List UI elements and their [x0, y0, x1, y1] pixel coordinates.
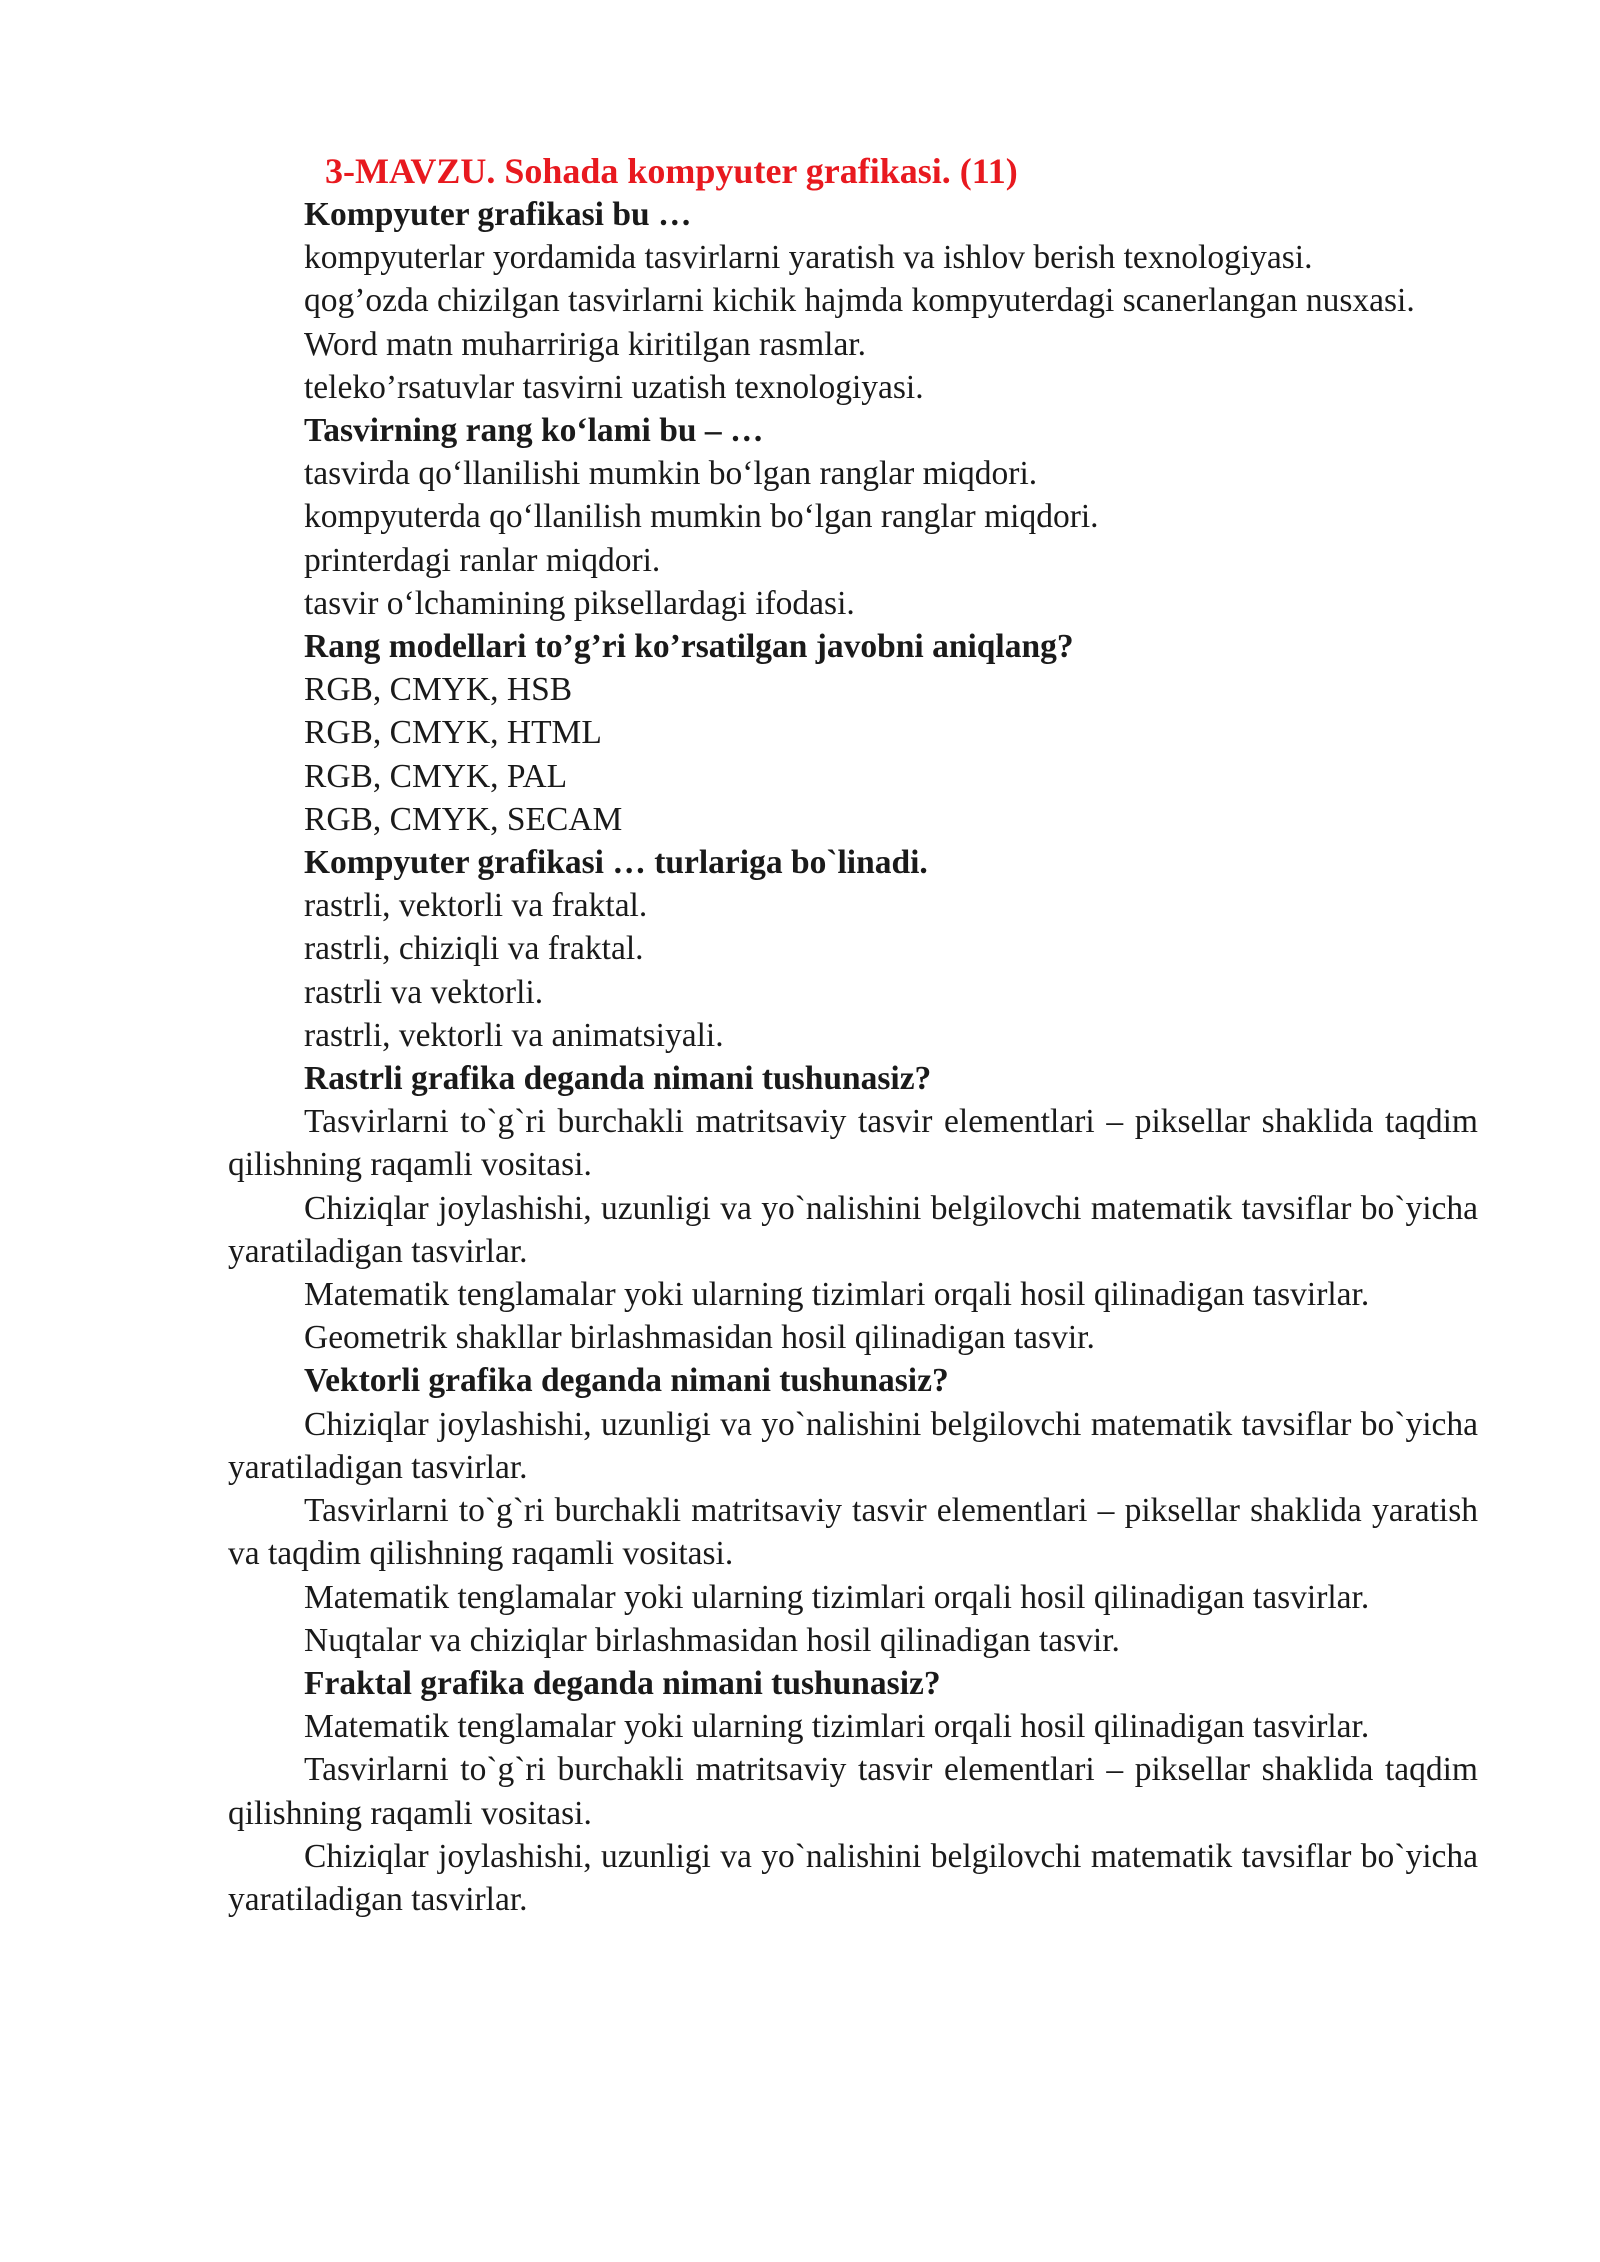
answer-option: RGB, CMYK, SECAM [304, 800, 623, 838]
document-body [228, 193, 1478, 1921]
question-line: Kompyuter grafikasi bu … [304, 196, 692, 233]
question-line: Vektorli grafika deganda nimani tushunasiz? [304, 1362, 949, 1400]
answer-option: Matematik tenglamalar yoki ularning tizimlari orqali hosil qilinadigan tasvirlar. [304, 1708, 1370, 1746]
answer-option: Geometrik shakllar birlashmasidan hosil qilinadigan tasvir. [304, 1319, 1095, 1357]
answer-option: RGB, CMYK, PAL [304, 757, 568, 795]
answer-option: kompyuterlar yordamida tasvirlarni yaratish va ishlov berish texnologiyasi. [304, 239, 1313, 277]
answer-option: Matematik tenglamalar yoki ularning tizimlari orqali hosil qilinadigan tasvirlar. [304, 1578, 1370, 1616]
answer-option: rastrli, vektorli va animatsiyali. [304, 1016, 724, 1054]
answer-option: Tasvirlarni to`g`ri burchakli matritsaviy tasvir elementlari – piksellar shaklida taqdim qilishning raqamli vositasi. [228, 1751, 1478, 1832]
answer-option: RGB, CMYK, HTML [304, 714, 602, 752]
answer-option: Nuqtalar va chiziqlar birlashmasidan hosil qilinadigan tasvir. [304, 1621, 1120, 1659]
answer-option: Chiziqlar joylashishi, uzunligi va yo`nalishini belgilovchi matematik tavsiflar bo`yicha yaratiladigan tasvirlar. [228, 1189, 1478, 1270]
answer-option: qog’ozda chizilgan tasvirlarni kichik hajmda kompyuterdagi scanerlangan nusxasi. [304, 282, 1415, 320]
page-title: 3-MAVZU. Sohada kompyuter grafikasi. (11) [325, 151, 1018, 191]
answer-option: rastrli va vektorli. [304, 973, 544, 1011]
answer-option: Word matn muharririga kiritilgan rasmlar. [304, 325, 866, 363]
answer-option: printerdagi ranlar miqdori. [304, 541, 661, 579]
answer-option: Chiziqlar joylashishi, uzunligi va yo`nalishini belgilovchi matematik tavsiflar bo`yicha yaratiladigan tasvirlar. [228, 1837, 1478, 1918]
question-line: Fraktal grafika deganda nimani tushunasiz? [304, 1664, 941, 1702]
question-line: Rang modellari to’g’ri ko’rsatilgan javobni aniqlang? [304, 628, 1074, 666]
answer-option: kompyuterda qo‘llanilish mumkin bo‘lgan ranglar miqdori. [304, 498, 1099, 536]
answer-option: Tasvirlarni to`g`ri burchakli matritsaviy tasvir elementlari – piksellar shaklida taqdim qilishning raqamli vositasi. [228, 1103, 1478, 1184]
answer-option: rastrli, chiziqli va fraktal. [304, 930, 644, 968]
answer-option: tasvir o‘lchamining piksellardagi ifodasi. [304, 584, 855, 622]
answer-option: tasvirda qo‘llanilishi mumkin bo‘lgan ranglar miqdori. [304, 455, 1038, 493]
answer-option: Matematik tenglamalar yoki ularning tizimlari orqali hosil qilinadigan tasvirlar. [304, 1276, 1370, 1314]
answer-option: teleko’rsatuvlar tasvirni uzatish texnologiyasi. [304, 368, 924, 406]
question-line: Tasvirning rang ko‘lami bu – … [304, 412, 764, 450]
answer-option: RGB, CMYK, HSB [304, 671, 573, 709]
answer-option: Tasvirlarni to`g`ri burchakli matritsaviy tasvir elementlari – piksellar shaklida yaratish va taqdim qilishning raqamli vositasi. [228, 1492, 1478, 1573]
answer-option: Chiziqlar joylashishi, uzunligi va yo`nalishini belgilovchi matematik tavsiflar bo`yicha yaratiladigan tasvirlar. [228, 1405, 1478, 1486]
question-line: Kompyuter grafikasi … turlariga bo`linadi. [304, 844, 928, 882]
question-line: Rastrli grafika deganda nimani tushunasiz? [304, 1060, 932, 1098]
answer-option: rastrli, vektorli va fraktal. [304, 887, 648, 925]
document-page [228, 150, 1478, 1921]
